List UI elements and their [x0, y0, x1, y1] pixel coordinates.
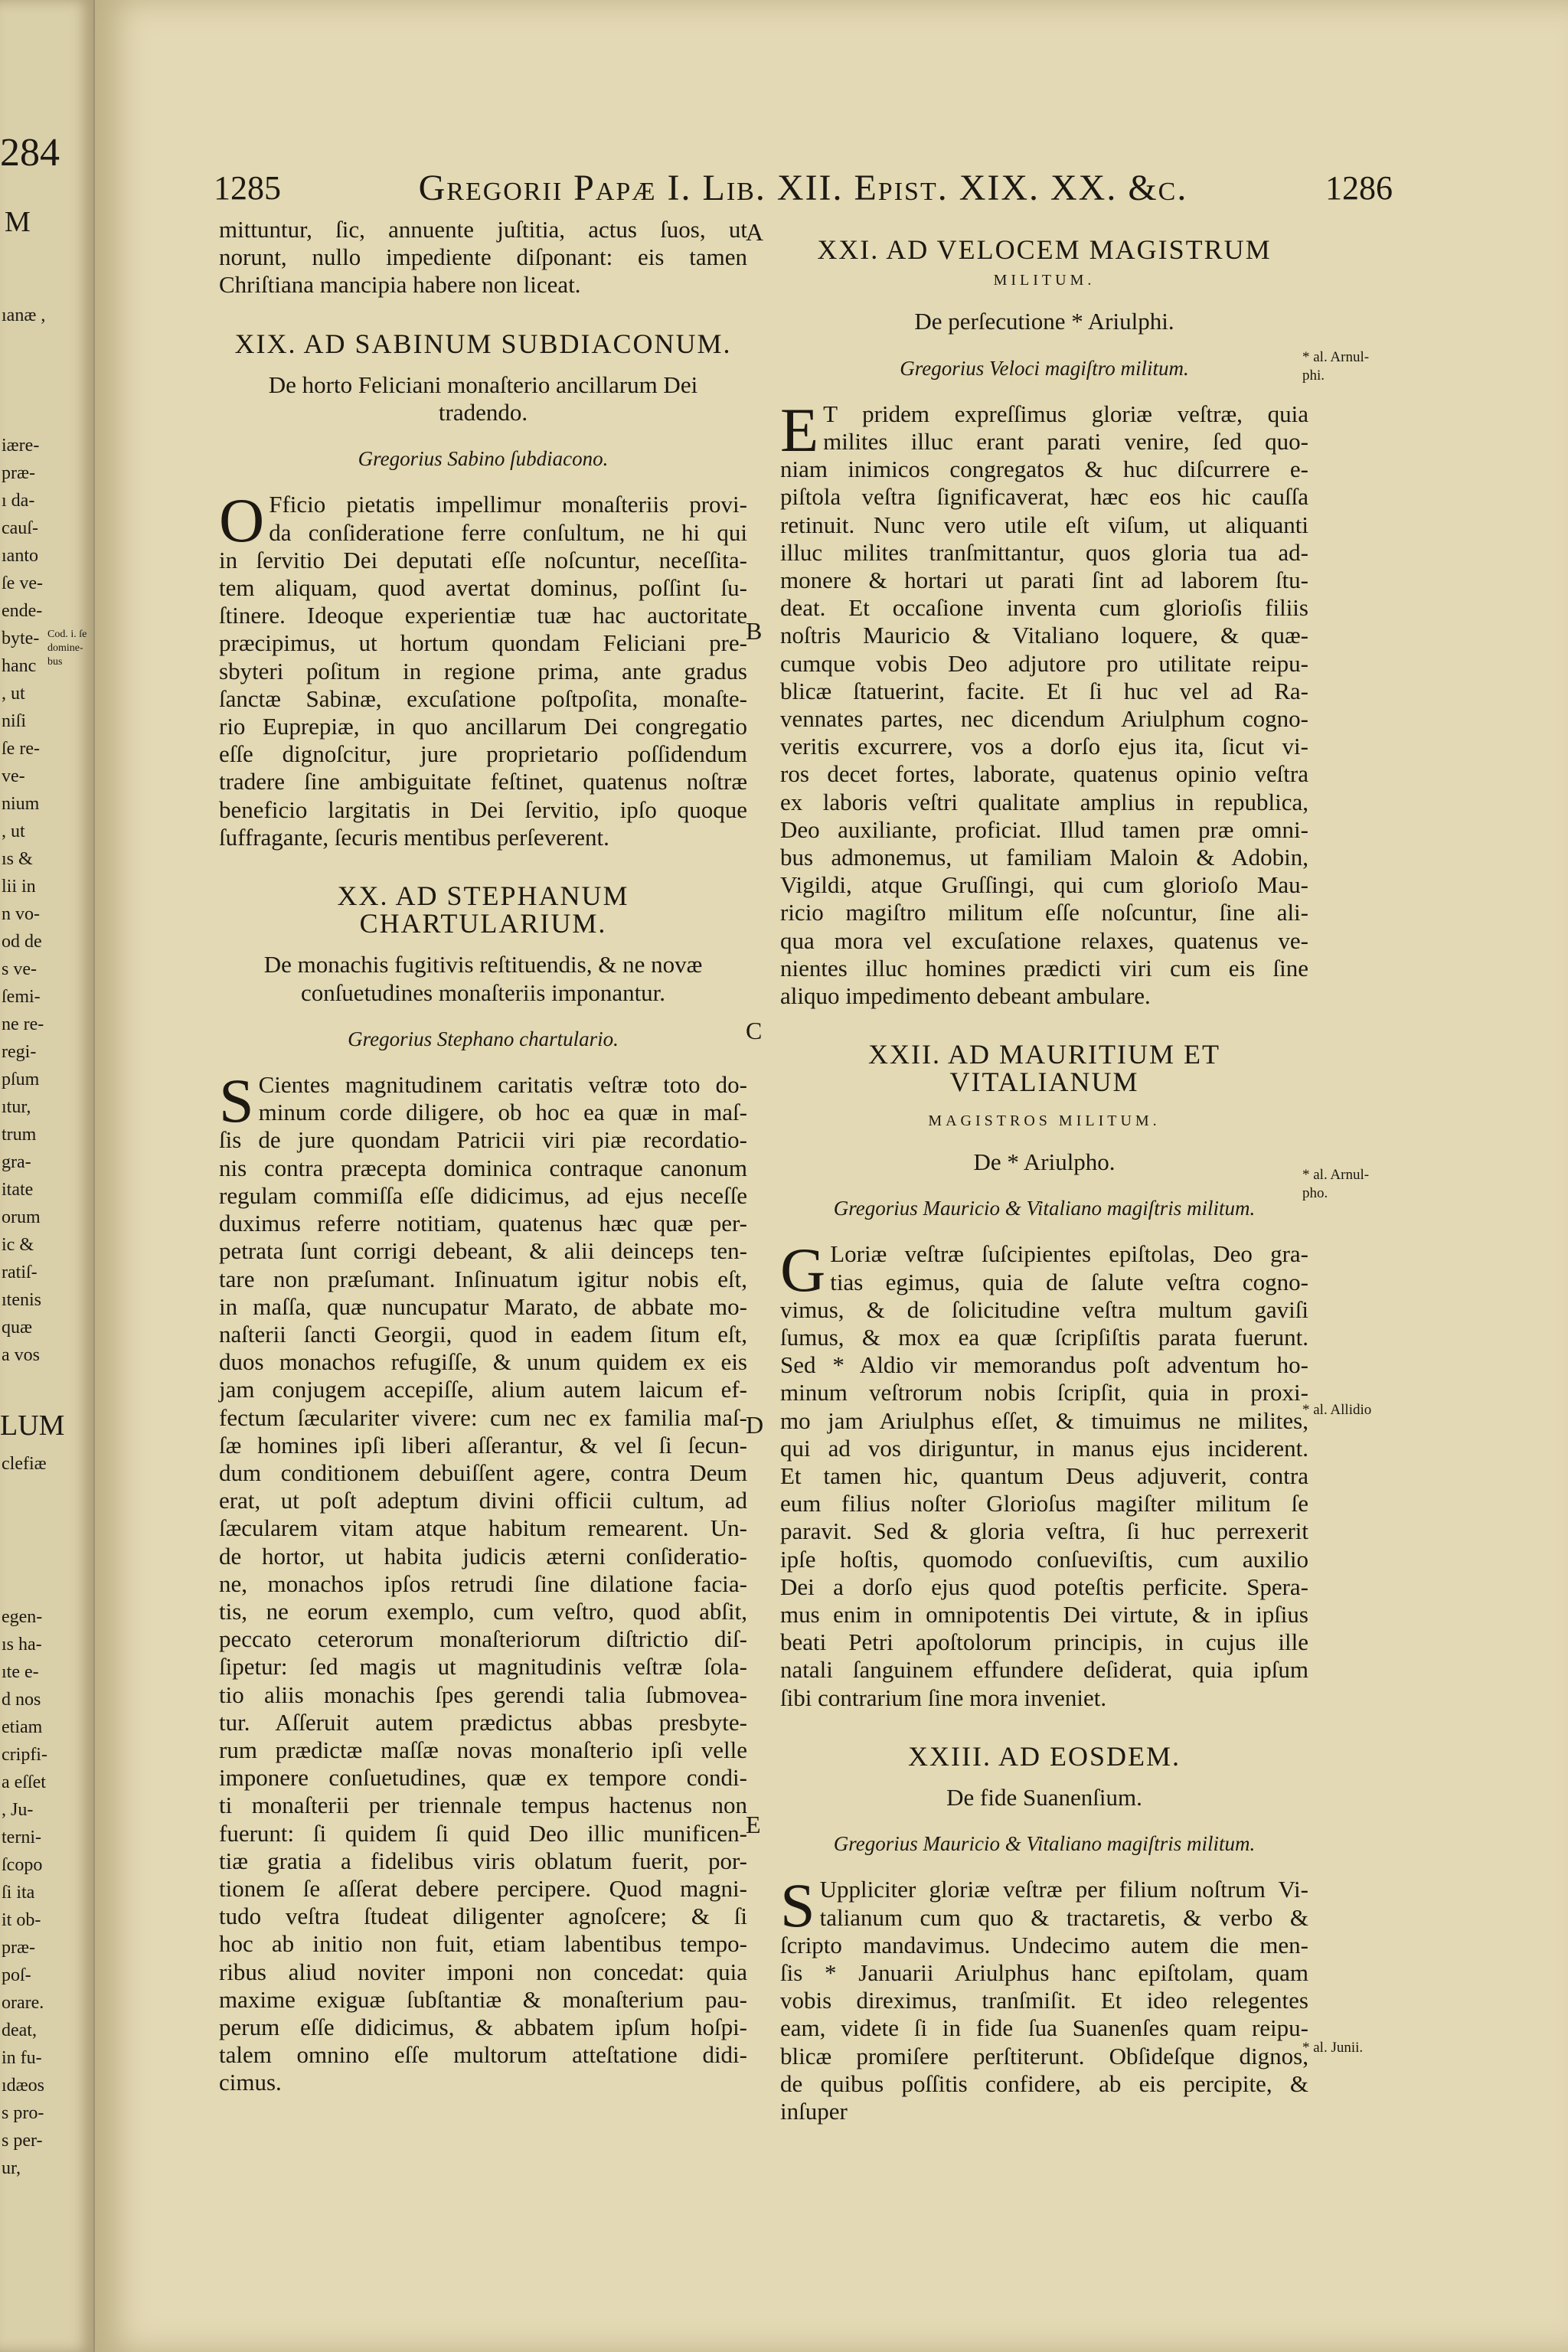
text-line: petrata ſunt corrigi debeant, & alii deinceps ten-: [219, 1237, 747, 1265]
text-line: vobis direximus, tranſmiſit. Et ideo relegentes: [780, 1987, 1308, 2014]
previous-page-fragment: ve-: [2, 766, 25, 786]
text-line: ſibi contrarium ſine mora inveniet.: [780, 1684, 1107, 1711]
text-line: eſſe dignoſcitur, jure proprietario poſſidendum: [219, 740, 747, 768]
previous-page-fragment: quæ: [2, 1318, 33, 1338]
previous-page-fragment: byte-: [2, 629, 40, 648]
text-line: tionem ſe aſſerat debere percipere. Quod magni-: [219, 1874, 747, 1902]
text-line: talem omnino eſſe multorum atteſtatione didi-: [219, 2041, 747, 2069]
running-title: Gregorii Papæ I. Lib. XII. Epist. XIX. XX. &c.: [418, 168, 1188, 208]
text-line: Sed * Aldio vir memorandus poſt adventum ho-: [780, 1351, 1308, 1379]
previous-page-fragment: od de: [2, 932, 42, 952]
text-line: qua mora vel excuſatione relaxes, quatenus ve-: [780, 926, 1308, 954]
previous-page-fragment: ſe ve-: [2, 573, 43, 593]
text-line: ſtinere. Ideoque experientiæ tuæ hac auctoritate: [219, 602, 747, 629]
text-line: deat. Et occaſione inventa cum glorioſis filiis: [780, 594, 1308, 622]
epistle-salutation: Gregorius Stephano chartulario.: [348, 1027, 619, 1050]
text-line: tradere ſine ambiguitate feſtinet, quatenus noſtræ: [219, 768, 747, 795]
previous-page-fragment: in fu-: [2, 2048, 42, 2068]
text-line: eum filius noſter Glorioſus magiſter militum ſe: [780, 1490, 1308, 1517]
text-line: illuc milites tranſmittantur, quos gloria tua ad-: [780, 538, 1308, 566]
running-header: [214, 161, 1393, 214]
text-line: tare non præſumant. Inſinuatum igitur nobis eſt,: [219, 1265, 747, 1292]
text-line: duos monachos refugiſſe, & unum quidem ex eis: [219, 1348, 747, 1376]
text-line: mittuntur, ſic, annuente juſtitia, actus ſuos, ut: [219, 216, 747, 243]
text-line: perum eſſe didicimus, & abbatem ipſum hoſpi-: [219, 2013, 747, 2040]
epistle-23: [780, 1740, 1308, 2125]
text-line: minum veſtrorum nobis ſcripſit, quia in proxi-: [780, 1379, 1308, 1406]
text-line: hoc ab initio non fuit, etiam labentibus tempo-: [219, 1930, 747, 1958]
previous-page-fragment: niſi: [2, 711, 27, 731]
book-page: [95, 0, 1568, 2352]
text-line: jam conjugem accepiſſe, alium autem laicum ef-: [219, 1376, 747, 1403]
previous-page-fragment: , ut: [2, 822, 25, 841]
epistle-body: [780, 394, 1308, 1010]
text-line: ſumus, & mox ea quæ ſcripſiſtis parata fuerunt.: [780, 1323, 1308, 1351]
text-line: ricio magiſtro militum eſſe noſcuntur, ſine ali-: [780, 899, 1308, 926]
previous-page-fragment: a vos: [2, 1345, 40, 1365]
text-line: Deo auxiliante, proficiat. Illud tamen præ omni-: [780, 815, 1308, 843]
previous-page-fragment: pſum: [2, 1070, 40, 1089]
epistle-21: [780, 236, 1308, 1010]
previous-page-fragment: iære-: [2, 436, 40, 456]
text-line: dum conditionem debuiſſent agere, contra Deum: [219, 1459, 747, 1486]
text-line: qui ad vos diriguntur, in manus ejus inciderent.: [780, 1434, 1308, 1462]
text-line: Vigildi, atque Gruſſingi, qui cum glorioſo Mau-: [780, 871, 1308, 899]
text-line: tudo veſtra ſtudeat diligenter agnoſcere; & ſi: [219, 1903, 747, 1930]
text-line: natali ſanguinem effundere deſiderat, quia ipſum: [780, 1656, 1308, 1684]
section-marker-d: D: [746, 1411, 764, 1439]
epistle-subheading: MAGISTROS MILITUM.: [928, 1112, 1161, 1129]
previous-page-fragment: it ob-: [2, 1910, 41, 1930]
text-line: retinuit. Nunc vero utile eſt viſum, ut aliquanti: [780, 511, 1308, 538]
previous-page-fragment: lii in: [2, 877, 36, 897]
text-line: Cientes magnitudinem caritatis veſtræ toto do-: [258, 1071, 747, 1099]
text-line: aliquo impedimento debeant ambulare.: [780, 982, 1151, 1010]
text-line: piſtola veſtra ſignificaverat, hæc eos hic cauſſa: [780, 483, 1308, 511]
epistle-rubric: De fide Suanenſium.: [946, 1783, 1142, 1811]
previous-page-fragment: itate: [2, 1180, 34, 1200]
text-line: nientes illuc homines prædicti viri cum eis ſine: [780, 954, 1308, 982]
text-line: ſæ homines ipſi liberi aſſerantur, & vel ſi ſecun-: [219, 1431, 747, 1459]
text-line: minum corde diligere, ob hoc ea quæ in maſ-: [258, 1099, 747, 1126]
drop-cap: E: [780, 394, 819, 465]
drop-cap: S: [780, 1870, 815, 1941]
page-number-right: 1286: [1325, 169, 1393, 207]
text-line: tem aliquam, quod avertat dominus, poſſint ſu-: [219, 574, 747, 602]
epistle-salutation: Gregorius Mauricio & Vitaliano magiſtris militum.: [833, 1832, 1256, 1856]
text-line: vennates partes, nec dicendum Ariulphum cogno-: [780, 705, 1308, 733]
text-line: tiæ gratia a fidelibus viris oblatum fuerit, por-: [219, 1847, 747, 1874]
previous-page-fragment: poſ-: [2, 1965, 31, 1985]
text-line: duximus referre notitiam, quatenus hæc quæ per-: [219, 1210, 747, 1237]
text-line: cimus.: [219, 2069, 282, 2096]
previous-page-fragment: ıs ha-: [2, 1635, 42, 1655]
epistle-rubric: De monachis fugitivis reſtituendis, & ne novæ conſuetudines monaſteriis imponantur.: [263, 951, 703, 1006]
previous-page-fragment: deat,: [2, 2020, 37, 2040]
previous-page-edge: [0, 0, 95, 2352]
text-line: ti monaſterii per triennale tempus hactenus non: [219, 1792, 747, 1819]
previous-page-fragment: ſi ita: [2, 1883, 35, 1903]
text-line: rum prædictæ maſſæ novas monaſterio ipſi velle: [219, 1736, 747, 1763]
epistle-salutation: Gregorius Sabino ſubdiacono.: [358, 447, 609, 471]
right-column: [780, 216, 1308, 2125]
epistle-body: [219, 485, 747, 851]
previous-page-fragment: nium: [2, 794, 40, 814]
previous-page-fragment: s pro-: [2, 2103, 44, 2123]
epistle-rubric: De * Ariulpho.: [973, 1148, 1116, 1175]
text-line: de hortor, ut habita judicis æterni conſideratio-: [219, 1542, 747, 1570]
section-marker-a: A: [746, 218, 764, 246]
previous-page-fragment: ic &: [2, 1235, 34, 1255]
previous-page-fragment: trum: [2, 1125, 37, 1145]
text-line: blicæ ſtatuerint, facite. Et ſi huc vel ad Ra-: [780, 677, 1308, 704]
text-line: fuerunt: ſi quidem ſi quid Deo illic munificen-: [219, 1819, 747, 1847]
text-line: sbyteri poſitum in regione prima, ante gradus: [219, 657, 747, 684]
text-line: norunt, nullo impediente diſponant: eis tamen: [219, 243, 747, 271]
text-line: niam inimicos congregatos & huc diſcurrere e-: [780, 456, 1308, 483]
text-line: Dei a dorſo ejus quod poteſtis perficite. Spera-: [780, 1573, 1308, 1600]
margin-note: * al. Arnul-pho.: [1302, 1167, 1370, 1201]
text-line: Fficio pietatis impellimur monaſteriis provi-: [269, 491, 747, 518]
left-column: [219, 216, 747, 2097]
previous-page-fragment: clefiæ: [2, 1454, 47, 1474]
text-line: blicæ promiſere perſtiterunt. Obſideſque dignos,: [780, 2042, 1308, 2069]
text-line: veritis excurrere, vos a dorſo ejus ita, ſicut vi-: [780, 733, 1308, 760]
text-line: peccato ceterorum monaſteriorum diſtrictio diſ-: [219, 1625, 747, 1653]
previous-page-fragment: terni-: [2, 1828, 41, 1847]
previous-page-fragment: hanc: [2, 656, 37, 676]
text-line: ſipetur: ſed magis ut magnitudinis veſtræ ſola-: [219, 1653, 747, 1681]
margin-note: * al. Junii.: [1302, 2040, 1364, 2056]
text-line: in ſervitio Dei deputati eſſe noſcuntur, neceſſita-: [219, 546, 747, 573]
text-line: talianum cum quo & tractaretis, & verbo &: [819, 1903, 1308, 1931]
epistle-heading: XXI. AD VELOCEM MAGISTRUM: [817, 234, 1272, 265]
text-line: cumque vobis Deo adjutore pro utilitate reipu-: [780, 649, 1308, 677]
text-line: ſanctæ Sabinæ, excuſatione poſtpoſita, monaſte-: [219, 684, 747, 712]
previous-page-fragment: n vo-: [2, 904, 40, 924]
previous-page-fragment: ſcopo: [2, 1855, 43, 1875]
epistle-body: [780, 1235, 1308, 1711]
previous-page-fragment: a eſſet: [2, 1772, 46, 1792]
text-line: maxime exiguæ ſubſtantiæ & monaſterium pau-: [219, 1985, 747, 2013]
text-line: Et tamen hic, quantum Deus adjuverit, contra: [780, 1462, 1308, 1489]
previous-page-fragment: ıte e-: [2, 1662, 39, 1682]
previous-page-heading-fragment: LUM: [0, 1410, 65, 1442]
text-line: mus enim in omnipotentis Dei virtute, & in ipſius: [780, 1600, 1308, 1628]
section-marker-e: E: [746, 1811, 761, 1838]
previous-page-fragment: ıanto: [2, 546, 38, 566]
previous-page-fragment: , Ju-: [2, 1800, 34, 1820]
previous-page-fragment: cauſ-: [2, 518, 38, 538]
previous-page-fragment: ratiſ-: [2, 1263, 38, 1282]
text-line: nis contra præcepta dominica contraque canonum: [219, 1154, 747, 1181]
text-line: de quibus poſſitis confidere, ab eis percipite, &: [780, 2069, 1308, 2097]
margin-note: * al. Arnul-phi.: [1302, 349, 1370, 384]
text-line: da conſideratione ferre conſultum, ne hi qui: [269, 518, 747, 546]
text-line: T pridem expreſſimus gloriæ veſtræ, quia: [823, 400, 1308, 427]
text-line: rio Euprepiæ, in quo ancillarum Dei congregatio: [219, 713, 747, 740]
text-line: eam, videte ſi in fide ſua Suanenſes quam reipu-: [780, 2014, 1308, 2042]
text-line: erat, ut poſt adeptum divini officii cultum, ad: [219, 1487, 747, 1514]
text-line: ſæcularem vitam atque habitum remearent. Un-: [219, 1514, 747, 1542]
epistle-salutation: Gregorius Veloci magiſtro militum.: [900, 356, 1189, 380]
page-number-left: 1285: [214, 169, 281, 207]
text-line: mo jam Ariulphus eſſet, & timuimus ne milites,: [780, 1406, 1308, 1434]
previous-page-fragment: ıdæos: [2, 2076, 45, 2096]
text-line: beati Petri apoſtolorum principis, in cujus ille: [780, 1628, 1308, 1656]
text-line: Uppliciter gloriæ veſtræ per filium noſtrum Vi-: [819, 1876, 1308, 1903]
epistle-heading: XX. AD STEPHANUM CHARTULARIUM.: [337, 880, 629, 939]
previous-page-fragment: præ-: [2, 1938, 35, 1958]
epistle-20: [219, 882, 747, 2097]
previous-page-fragment: s per-: [2, 2131, 43, 2151]
text-line: beneficio largitatis in Dei ſervitio, ipſo quoque: [219, 795, 747, 823]
epistle-body: [219, 1066, 747, 2097]
previous-page-fragment: d nos: [2, 1690, 41, 1710]
epistle-22: [780, 1040, 1308, 1711]
epistle-rubric: De horto Feliciani monaſterio ancillarum Dei tradendo.: [268, 371, 698, 426]
previous-page-number: 284: [0, 131, 60, 175]
previous-page-fragment: ıtenis: [2, 1290, 41, 1310]
text-line: ſis * Januarii Ariulphus hanc epiſtolam, quam: [780, 1958, 1308, 1986]
epistle-body: [780, 1870, 1308, 2125]
text-line: ipſe hoſtis, quomodo conſueviſtis, cum auxilio: [780, 1545, 1308, 1573]
previous-page-fragment: s ve-: [2, 959, 37, 979]
section-marker-c: C: [746, 1017, 763, 1044]
text-line: in maſſa, quæ nuncupatur Marato, de abbate mo-: [219, 1292, 747, 1320]
epistle-heading: XXII. AD MAURITIUM ET VITALIANUM: [868, 1039, 1220, 1098]
text-line: regulam commiſſa eſſe didicimus, ad ejus neceſſe: [219, 1181, 747, 1209]
previous-page-fragment: ıtur,: [2, 1097, 31, 1117]
previous-page-fragment: ı da-: [2, 491, 35, 511]
text-line: tias egimus, quia de ſalute veſtra cogno-: [830, 1268, 1308, 1295]
text-line: Loriæ veſtræ ſuſcipientes epiſtolas, Deo gra-: [830, 1240, 1308, 1268]
epistle-rubric: De perſecutione * Ariulphi.: [914, 308, 1174, 335]
text-line: vimus, & de ſolicitudine veſtra multum gaviſi: [780, 1295, 1308, 1323]
text-line: tio aliis monachis ſpes gerendi talia ſubmovea-: [219, 1681, 747, 1708]
epistle-heading: XXIII. AD EOSDEM.: [908, 1740, 1181, 1772]
text-line: inſuper: [780, 2097, 848, 2125]
text-line: noſtris Mauricio & Vitaliano loquere, & quæ-: [780, 622, 1308, 649]
previous-page-fragment: orare.: [2, 1993, 44, 2013]
previous-page-fragment: cripfi-: [2, 1745, 47, 1765]
text-line: ros decet fortes, laborate, quatenus opinio veſtra: [780, 760, 1308, 788]
previous-page-fragment: ende-: [2, 601, 43, 621]
previous-page-fragment: ur,: [2, 2158, 21, 2178]
text-line: tis, ne eorum exemplo, cum veſtro, quod abſit,: [219, 1597, 747, 1625]
text-line: ex laboris veſtri qualitate amplius in republica,: [780, 788, 1308, 815]
drop-cap: O: [219, 485, 265, 556]
text-line: milites illuc erant parati venire, ſed quo-: [823, 428, 1308, 456]
text-line: monere & hortari ut parati ſint ad laborem ſtu-: [780, 567, 1308, 594]
previous-page-fragment: ıanæ ,: [2, 305, 46, 325]
previous-page-fragment: etiam: [2, 1717, 43, 1737]
text-line: ne, monachos ipſos retrudi ſine dilatione facia-: [219, 1570, 747, 1597]
epistle-salutation: Gregorius Mauricio & Vitaliano magiſtris militum.: [833, 1197, 1256, 1220]
previous-page-margin-note: Cod. i. ſe domine-bus: [47, 629, 87, 668]
text-line: tur. Aſſeruit autem prædictus abbas presbyte-: [219, 1708, 747, 1736]
margin-note: * al. Allidio: [1302, 1402, 1372, 1418]
previous-page-letter: M: [5, 206, 31, 238]
previous-page-fragment: præ-: [2, 463, 35, 483]
text-line: ſis de jure quondam Patricii viri piæ recordatio-: [219, 1126, 747, 1154]
previous-page-fragment: regi-: [2, 1042, 37, 1062]
epistle-19: [219, 330, 747, 851]
previous-page-fragment: ıs &: [2, 849, 33, 869]
text-line: ſcripto mandavimus. Undecimo autem die men-: [780, 1931, 1308, 1958]
text-line: naſterii ſancti Georgii, quod in eadem ſitum eſt,: [219, 1320, 747, 1348]
previous-page-fragment: , ut: [2, 684, 25, 704]
previous-page-fragment: ne re-: [2, 1014, 44, 1034]
text-line: ſuffragante, ſecuris mentibus perſeverent.: [219, 823, 609, 851]
drop-cap: S: [219, 1066, 254, 1136]
previous-page-fragment: orum: [2, 1207, 41, 1227]
text-line: Chriſtiana mancipia habere non liceat.: [219, 271, 581, 299]
text-line: paravit. Sed & gloria veſtra, ſi huc perrexerit: [780, 1517, 1308, 1545]
epistle-subheading: MILITUM.: [993, 272, 1096, 289]
text-line: ribus aliud noviter imponi non concedat: quia: [219, 1958, 747, 1985]
previous-page-fragment: gra-: [2, 1152, 31, 1172]
text-line: præcipimus, ut hortum quondam Feliciani pre-: [219, 629, 747, 657]
continued-text: [219, 216, 747, 299]
section-marker-b: B: [746, 617, 763, 645]
previous-page-fragment: ſe re-: [2, 739, 40, 759]
previous-page-fragment: egen-: [2, 1607, 43, 1627]
text-line: fectum ſæculariter vivere: cum nec ex familia maſ-: [219, 1403, 747, 1431]
epistle-heading: XIX. AD SABINUM SUBDIACONUM.: [234, 328, 732, 359]
text-line: bus admonemus, ut familiam Maloin & Adobin,: [780, 844, 1308, 871]
drop-cap: G: [780, 1235, 826, 1305]
text-line: imponere conſuetudines, quæ ex tempore condi-: [219, 1764, 747, 1792]
previous-page-fragment: ſemi-: [2, 987, 41, 1007]
